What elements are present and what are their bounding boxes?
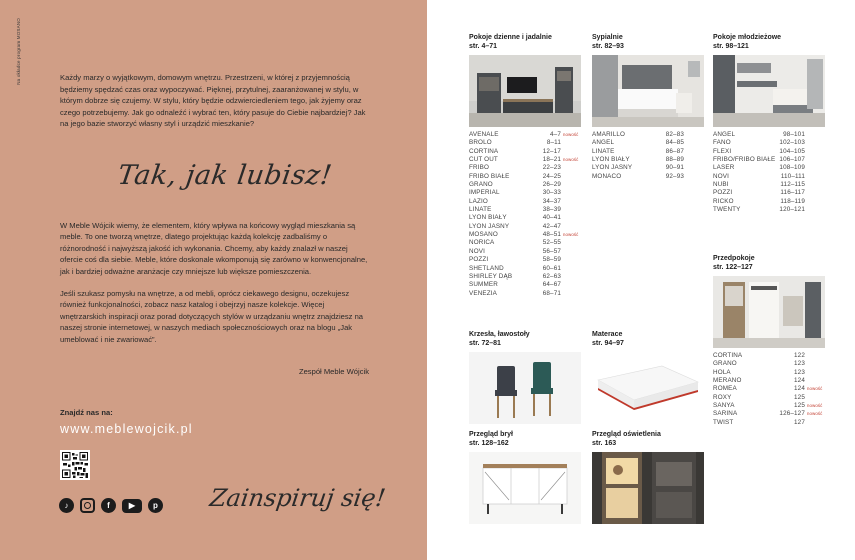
- list-item[interactable]: HOLA 123: [713, 368, 805, 376]
- list-item[interactable]: POZZI 116–117: [713, 189, 805, 197]
- list-item[interactable]: SARINA 126–127 nowość: [713, 410, 825, 418]
- list-item[interactable]: SANYA 125 nowość: [713, 402, 825, 410]
- new-badge: nowość: [563, 232, 579, 238]
- list-item[interactable]: LASER 108–109: [713, 164, 805, 172]
- list-item[interactable]: SHETLAND 60–61: [469, 264, 561, 272]
- category-living-rooms: [469, 33, 581, 298]
- list-item[interactable]: GRANO 123: [713, 360, 805, 368]
- category-pages: str. 122–127: [713, 264, 753, 271]
- qr-code[interactable]: [60, 450, 90, 480]
- list-item[interactable]: ANGEL 84–85: [592, 139, 684, 147]
- category-title: Przegląd oświetlenia: [592, 431, 661, 438]
- category-pages: str. 94–97: [592, 340, 624, 347]
- body-paragraph-2: Jeśli szukasz pomysłu na wnętrze, a od mebli, oprócz ciekawego designu, oczekujesz również funkcjonalności, zobacz nasz katalog i obejrzyj nasze kolekcje. Więcej wnętrzarskich inspiracji oraz porad dotyczących stylów w urządzaniu wnętrz znajdziesz na naszej stronie internetowej, w naszych mediach społecznościowych oraz na blogu „Jak umeblować i nie zwariować”.: [60, 289, 364, 344]
- pinterest-icon[interactable]: p: [148, 498, 163, 513]
- chairs-photo: [469, 352, 581, 424]
- collection-list: [713, 352, 825, 427]
- category-chairs: [469, 330, 581, 424]
- list-item[interactable]: FANO 102–103: [713, 139, 805, 147]
- list-item[interactable]: LINATE 38–39: [469, 206, 561, 214]
- list-item[interactable]: LINATE 86–87: [592, 147, 684, 155]
- list-item[interactable]: CUT OUT 18–21 nowość: [469, 156, 581, 164]
- list-item[interactable]: GRANO 26–29: [469, 181, 561, 189]
- website-link[interactable]: www.meblewojcik.pl: [60, 422, 193, 436]
- list-item[interactable]: FLEXI 104–105: [713, 147, 805, 155]
- list-item[interactable]: RICKO 118–119: [713, 197, 805, 205]
- category-pages: str. 72–81: [469, 340, 501, 347]
- list-item[interactable]: CORTINA 122: [713, 352, 805, 359]
- list-item[interactable]: FRIBO BIAŁE 24–25: [469, 172, 561, 180]
- list-item[interactable]: NUBI 112–115: [713, 181, 805, 189]
- facebook-icon[interactable]: f: [101, 498, 116, 513]
- cover-note: Na okładce program MOSANO: [16, 18, 21, 85]
- collection-list: [713, 131, 825, 214]
- category-title: Pokoje młodzieżowe: [713, 34, 782, 41]
- list-item[interactable]: AMARILLO 82–83: [592, 131, 684, 138]
- body-text: [60, 220, 372, 356]
- lighting-photo: [592, 452, 704, 524]
- list-item[interactable]: BROLO 8–11: [469, 139, 561, 147]
- category-mattresses: [592, 330, 704, 424]
- list-item[interactable]: SHIRLEY DĄB 62–63: [469, 272, 561, 280]
- new-badge: nowość: [807, 386, 823, 392]
- list-item[interactable]: FRIBO 22–23: [469, 164, 561, 172]
- list-item[interactable]: ROMEA 124 nowość: [713, 385, 825, 393]
- list-item[interactable]: SUMMER 64–67: [469, 281, 561, 289]
- youtube-icon[interactable]: ▶: [122, 499, 142, 513]
- list-item[interactable]: CORTINA 12–17: [469, 147, 561, 155]
- list-item[interactable]: NOVI 56–57: [469, 247, 561, 255]
- right-page: [427, 0, 855, 560]
- list-item[interactable]: MONACO 92–93: [592, 172, 684, 180]
- instagram-icon[interactable]: [80, 498, 95, 513]
- list-item[interactable]: POZZI 58–59: [469, 256, 561, 264]
- living-room-photo: [469, 55, 581, 127]
- collection-list: [592, 131, 704, 181]
- list-item[interactable]: AVENALE 4–7 nowość: [469, 131, 581, 139]
- list-item[interactable]: ROXY 125: [713, 393, 805, 401]
- left-page: [0, 0, 427, 560]
- new-badge: nowość: [563, 132, 579, 137]
- tagline-script: Zainspiruj się!: [208, 484, 388, 512]
- list-item[interactable]: LYON BIAŁY 88–89: [592, 156, 684, 164]
- list-item[interactable]: MOSANO 48–51 nowość: [469, 231, 581, 239]
- category-title: Przedpokoje: [713, 255, 755, 262]
- tiktok-icon[interactable]: ♪: [59, 498, 74, 513]
- category-lighting-overview: [592, 430, 704, 524]
- list-item[interactable]: FRIBO/FRIBO BIAŁE 106–107: [713, 156, 805, 164]
- list-item[interactable]: TWENTY 120–121: [713, 206, 805, 214]
- list-item[interactable]: LYON JASNY 42–47: [469, 222, 561, 230]
- find-us-label: Znajdź nas na:: [60, 408, 113, 417]
- bedroom-photo: [592, 55, 704, 127]
- bodies-photo: [469, 452, 581, 524]
- category-pages: str. 163: [592, 440, 617, 447]
- headline-script: Tak, jak lubisz!: [115, 160, 335, 191]
- intro-paragraph: Każdy marzy o wyjątkowym, domowym wnętrzu. Przestrzeni, w której z przyjemnością będziemy spędzać czas oraz wypoczywać. Pięknej, przytulnej, zaaranżowanej w stylu, w którym dobrze się czujemy. W stylu, który będzie odzwierciedleniem tego, jak żyjemy oraz czego potrzebujemy. Jak go odnaleźć i wybrać ten, który pasuje do Ciebie najbardziej? Jak na jego bazie stworzyć własny styl i urządzić mieszkanie?: [60, 73, 366, 129]
- mattress-photo: [592, 352, 704, 424]
- list-item[interactable]: ANGEL 98–101: [713, 131, 805, 138]
- collection-list: [469, 131, 581, 298]
- category-bodies-overview: [469, 430, 581, 524]
- category-title: Sypialnie: [592, 34, 623, 41]
- youth-room-photo: [713, 55, 825, 127]
- list-item[interactable]: LYON JASNY 90–91: [592, 164, 684, 172]
- new-badge: nowość: [807, 411, 823, 417]
- category-hallways: [713, 254, 825, 427]
- list-item[interactable]: IMPERIAL 30–33: [469, 189, 561, 197]
- category-youth-rooms: [713, 33, 825, 214]
- category-title: Pokoje dzienne i jadalnie: [469, 34, 552, 41]
- list-item[interactable]: NOVI 110–111: [713, 172, 805, 180]
- hallway-photo: [713, 276, 825, 348]
- list-item[interactable]: TWIST 127: [713, 418, 805, 426]
- social-links: [59, 498, 163, 513]
- team-signature: Zespół Meble Wójcik: [298, 367, 369, 376]
- new-badge: nowość: [807, 403, 823, 409]
- category-pages: str. 82–93: [592, 43, 624, 50]
- list-item[interactable]: MERANO 124: [713, 377, 805, 385]
- category-pages: str. 128–162: [469, 440, 509, 447]
- category-title: Krzesła, ławostoły: [469, 331, 530, 338]
- category-pages: str. 98–121: [713, 43, 749, 50]
- category-bedrooms: [592, 33, 704, 181]
- category-title: Przegląd brył: [469, 431, 513, 438]
- body-paragraph-1: W Meble Wójcik wiemy, że elementem, który wpływa na końcowy wygląd mieszkania są meble. To one tworzą wnętrze, dlatego projektując każdą kolekcję zadbaliśmy o różnorodność i najwyższą jakość ich wykonania. Chcemy, aby każdy znalazł w naszej ofercie coś dla siebie. Meble, które doskonale wkomponują się zarówno w konwencjonalne, jak i bardziej odważne aranżacje czy mniejsze lub większe pomieszczenia.: [60, 221, 368, 276]
- list-item[interactable]: LAZIO 34–37: [469, 197, 561, 205]
- list-item[interactable]: NORICA 52–55: [469, 239, 561, 247]
- category-pages: str. 4–71: [469, 43, 498, 50]
- list-item[interactable]: LYON BIAŁY 40–41: [469, 214, 561, 222]
- new-badge: nowość: [563, 157, 579, 163]
- category-title: Materace: [592, 331, 623, 338]
- list-item[interactable]: VENEZIA 68–71: [469, 289, 561, 297]
